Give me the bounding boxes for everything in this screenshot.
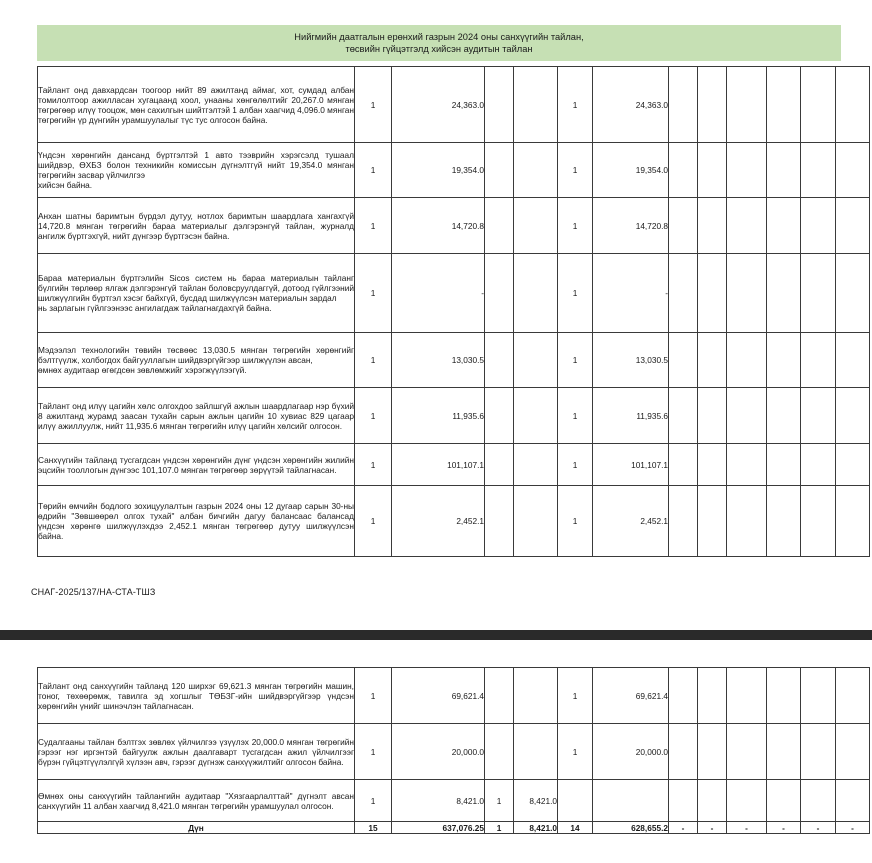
findings-table-page1: [37, 66, 870, 557]
empty-cell: [698, 444, 727, 486]
empty-cell: [767, 668, 801, 724]
uncorrected-amount-cell: 14,720.8: [593, 198, 669, 254]
uncorrected-amount-cell: 69,621.4: [593, 668, 669, 724]
empty-cell: [767, 780, 801, 822]
table-row: [38, 388, 870, 444]
corrected-amount-cell: [514, 254, 558, 333]
finding-count-cell: 1: [355, 254, 392, 333]
table-row: [38, 143, 870, 198]
total-dash-cell: -: [698, 822, 727, 834]
total-dash-cell: -: [767, 822, 801, 834]
corrected-count-cell: [485, 67, 514, 143]
finding-amount-cell: 101,107.1: [392, 444, 485, 486]
finding-description: [38, 668, 355, 724]
empty-cell: [669, 67, 698, 143]
empty-cell: [669, 780, 698, 822]
finding-amount-cell: 2,452.1: [392, 486, 485, 557]
empty-cell: [801, 724, 836, 780]
empty-cell: [767, 388, 801, 444]
empty-cell: [801, 486, 836, 557]
corrected-amount-cell: [514, 198, 558, 254]
finding-amount-cell: 20,000.0: [392, 724, 485, 780]
finding-description: [38, 724, 355, 780]
corrected-count-cell: [485, 668, 514, 724]
total-count-cell: 15: [355, 822, 392, 834]
finding-description: [38, 143, 355, 198]
empty-cell: [727, 143, 767, 198]
corrected-amount-cell: [514, 388, 558, 444]
corrected-count-cell: [485, 333, 514, 388]
empty-cell: [669, 724, 698, 780]
empty-cell: [669, 444, 698, 486]
empty-cell: [836, 198, 870, 254]
empty-cell: [801, 780, 836, 822]
finding-description-paragraph: Бараа материалын бүртгэлийн Sicos систем нь бараа материалын тайланг бүлгийн төрлөөр ялгаж дэлгэрэнгүй тайлан боловсруулдаггүй, дотоод гүйлгээний шилжүүлгийн бүртгэл хэсэг байхгүй, бусдад шилжүүлсэн материалын зардал: [38, 273, 354, 303]
uncorrected-amount-cell: 11,935.6: [593, 388, 669, 444]
empty-cell: [836, 724, 870, 780]
empty-cell: [836, 668, 870, 724]
total-dash-cell: -: [801, 822, 836, 834]
total-dash-cell: -: [669, 822, 698, 834]
finding-description-paragraph: Тайлант онд давхардсан тоогоор нийт 89 ажилтанд аймаг, хот, сумдад албан томилолтоор ажилласан хугацаанд хоол, унааны хөнгөлөлтийг 20,267.0 мянган төгрөгөөр илүү тооцож, мөн сахилгын шийтгэлтэй 1 албан хаагчид 4,096.0 мянган төгрөгийн үр дүнгийн урамшуулалыг түс тус олгосон байна.: [38, 84, 354, 125]
findings-table-page2: [37, 667, 870, 834]
page-separator: [0, 630, 872, 640]
finding-description-paragraph: Тайлант онд илүү цагийн хөлс олгохдоо зайлшгүй ажлын шаардлагаар нэр бүхий 8 ажилтанд журамд заасан тухайн сарын ажлын цагийн 10 хувиас 829 цагаар илүү ажиллуулж, нийт 11,935.6 мянган төгрөгийн илүү цагийн хөлсийг олгосон.: [38, 400, 354, 431]
empty-cell: [801, 668, 836, 724]
finding-description: [38, 254, 355, 333]
finding-description: [38, 198, 355, 254]
empty-cell: [698, 198, 727, 254]
finding-amount-cell: 13,030.5: [392, 333, 485, 388]
empty-cell: [836, 780, 870, 822]
finding-description-paragraph: Үндсэн хөрөнгийн дансанд бүртгэлтэй 1 авто тээврийн хэрэгсэлд тушаал шийдвэр, ӨХБЗ болон техникийн комиссын дүгнэлтгүй нийт 19,354.0 мянган төгрөгийн засвар үйлчилгээ: [38, 150, 354, 180]
finding-amount-cell: 19,354.0: [392, 143, 485, 198]
finding-count-cell: 1: [355, 333, 392, 388]
finding-amount-cell: -: [392, 254, 485, 333]
finding-description-paragraph: Өмнөх оны санхүүгийн тайлангийн аудитаар "Хязгаарлалттай" дүгнэлт авсан санхүүгийн 11 албан хаагчид 8,421.0 мянган төгрөгийн урамшуулал олгосон.: [38, 790, 354, 811]
empty-cell: [669, 388, 698, 444]
empty-cell: [727, 444, 767, 486]
finding-count-cell: 1: [355, 486, 392, 557]
empty-cell: [698, 67, 727, 143]
table-row: [38, 254, 870, 333]
empty-cell: [669, 198, 698, 254]
empty-cell: [698, 668, 727, 724]
corrected-amount-cell: [514, 486, 558, 557]
finding-description: [38, 388, 355, 444]
empty-cell: [767, 143, 801, 198]
empty-cell: [767, 486, 801, 557]
report-title-line2: төсвийн гүйцэтгэлд хийсэн аудитын тайлан: [345, 44, 533, 54]
table-row: [38, 198, 870, 254]
uncorrected-count-cell: 1: [558, 724, 593, 780]
finding-amount-cell: 11,935.6: [392, 388, 485, 444]
corrected-amount-cell: [514, 668, 558, 724]
empty-cell: [698, 388, 727, 444]
finding-description-paragraph: Төрийн өмчийн бодлого зохицуулалтын газрын 2024 оны 12 дугаар сарын 30-ны өдрийн "Зөвшөөрөл олгох тухай" албан бичгийн дагуу балансаас балансад үндсэн хөрөнгө шилжүүлэхдээ 2,452.1 мянган төгрөгөөр дутуу шилжүүлсэн байна.: [38, 501, 354, 541]
finding-count-cell: 1: [355, 388, 392, 444]
report-title-line1: Нийгмийн даатгалын ерөнхий газрын 2024 оны санхүүгийн тайлан,: [294, 32, 584, 42]
finding-count-cell: 1: [355, 668, 392, 724]
uncorrected-amount-cell: 19,354.0: [593, 143, 669, 198]
empty-cell: [836, 254, 870, 333]
empty-cell: [727, 780, 767, 822]
finding-description-paragraph: Судалгааны тайлан бэлтгэх зөвлөх үйлчилгээ үзүүлэх 20,000.0 мянган төгрөгийн гэрээг нэг иргэнтэй байгуулж ажлын даалгаварт тусгагдсан ажил үйлчилгээг бүрэн гүйцэтгүүлэлгүй хүлээн авч, гэрээг дүгнэж санхүүжилтийг олгосон байна.: [38, 736, 354, 767]
empty-cell: [836, 143, 870, 198]
empty-cell: [767, 724, 801, 780]
uncorrected-amount-cell: 24,363.0: [593, 67, 669, 143]
finding-description-paragraph: өмнөх аудитаар өгөгдсөн зөвлөмжийг хэрэгжүүлээгүй.: [38, 365, 247, 375]
empty-cell: [727, 198, 767, 254]
uncorrected-amount-cell: 101,107.1: [593, 444, 669, 486]
uncorrected-count-cell: 1: [558, 486, 593, 557]
corrected-count-cell: [485, 143, 514, 198]
corrected-amount-cell: [514, 333, 558, 388]
finding-count-cell: 1: [355, 780, 392, 822]
empty-cell: [698, 486, 727, 557]
empty-cell: [801, 67, 836, 143]
uncorrected-count-cell: 1: [558, 198, 593, 254]
finding-description-paragraph: Анхан шатны баримтын бүрдэл дутуу, нотлох баримтын шаардлага хангахгүй 14,720.8 мянган төгрөгийн бараа материалыг дэлгэрэнгүй тайлан, журналд ангилж бүртгэхгүй, нийт дүнгээр бүртгэсэн байна.: [38, 210, 354, 241]
uncorrected-count-cell: [558, 780, 593, 822]
finding-amount-cell: 14,720.8: [392, 198, 485, 254]
corrected-count-cell: [485, 254, 514, 333]
empty-cell: [669, 333, 698, 388]
empty-cell: [767, 333, 801, 388]
corrected-count-cell: [485, 388, 514, 444]
table-row: [38, 67, 870, 143]
finding-amount-cell: 69,621.4: [392, 668, 485, 724]
finding-count-cell: 1: [355, 724, 392, 780]
empty-cell: [669, 668, 698, 724]
uncorrected-count-cell: 1: [558, 333, 593, 388]
uncorrected-amount-cell: [593, 780, 669, 822]
empty-cell: [767, 254, 801, 333]
table-total-row: [38, 822, 870, 834]
uncorrected-amount-cell: 13,030.5: [593, 333, 669, 388]
total-corrected-count-cell: 1: [485, 822, 514, 834]
empty-cell: [801, 333, 836, 388]
finding-description-paragraph: Мэдээлэл технологийн төвийн төсвөөс 13,030.5 мянган төгрөгийн хөрөнгийг бэлтгүүлж, холбогдох байгууллагын шийдвэргүйгээр шилжүүлэн авсан,: [38, 345, 354, 365]
empty-cell: [698, 333, 727, 388]
corrected-amount-cell: [514, 67, 558, 143]
total-amount-cell: 637,076.25: [392, 822, 485, 834]
empty-cell: [801, 254, 836, 333]
finding-count-cell: 1: [355, 198, 392, 254]
finding-amount-cell: 8,421.0: [392, 780, 485, 822]
uncorrected-count-cell: 1: [558, 388, 593, 444]
empty-cell: [836, 333, 870, 388]
empty-cell: [698, 780, 727, 822]
corrected-count-cell: [485, 198, 514, 254]
empty-cell: [698, 724, 727, 780]
empty-cell: [801, 143, 836, 198]
finding-count-cell: 1: [355, 444, 392, 486]
corrected-count-cell: [485, 486, 514, 557]
uncorrected-count-cell: 1: [558, 143, 593, 198]
corrected-amount-cell: [514, 724, 558, 780]
empty-cell: [727, 668, 767, 724]
finding-description: [38, 67, 355, 143]
corrected-amount-cell: 8,421.0: [514, 780, 558, 822]
empty-cell: [767, 198, 801, 254]
empty-cell: [727, 67, 767, 143]
empty-cell: [801, 388, 836, 444]
total-dash-cell: -: [727, 822, 767, 834]
empty-cell: [727, 388, 767, 444]
corrected-count-cell: [485, 444, 514, 486]
total-uncorrected-amount-cell: 628,655.2: [593, 822, 669, 834]
empty-cell: [698, 254, 727, 333]
uncorrected-count-cell: 1: [558, 67, 593, 143]
table-row: [38, 333, 870, 388]
finding-amount-cell: 24,363.0: [392, 67, 485, 143]
empty-cell: [836, 67, 870, 143]
table-row: [38, 780, 870, 822]
corrected-amount-cell: [514, 143, 558, 198]
report-header-band: [37, 25, 841, 61]
empty-cell: [767, 67, 801, 143]
empty-cell: [767, 444, 801, 486]
empty-cell: [836, 486, 870, 557]
empty-cell: [669, 143, 698, 198]
finding-description-paragraph: Санхүүгийн тайланд тусгагдсан үндсэн хөрөнгийн дүнг үндсэн хөрөнгийн жилийн эцсийн тооллогын дүнгээс 101,107.0 мянган төгрөгөөр зөрүүтэй тайлагнасан.: [38, 454, 354, 475]
empty-cell: [801, 198, 836, 254]
empty-cell: [727, 486, 767, 557]
empty-cell: [698, 143, 727, 198]
empty-cell: [669, 254, 698, 333]
finding-count-cell: 1: [355, 143, 392, 198]
total-label-cell: Дүн: [38, 822, 355, 834]
finding-description: [38, 486, 355, 557]
finding-description-paragraph: Тайлант онд санхүүгийн тайланд 120 ширхэг 69,621.3 мянган төгрөгийн машин, тоног, төхөөрөмж, тавилга эд хогшлыг ТӨБЗГ-ийн шийдвэргүйгээр үндсэн хөрөнгийн үнийг шинэчлэн тайлагнасан.: [38, 680, 354, 711]
table-row: [38, 668, 870, 724]
finding-description: [38, 333, 355, 388]
table-row: [38, 486, 870, 557]
uncorrected-count-cell: 1: [558, 254, 593, 333]
corrected-count-cell: [485, 724, 514, 780]
table-row: [38, 444, 870, 486]
document-code: СНАГ-2025/137/НА-СТА-ТШЗ: [31, 587, 156, 597]
total-dash-cell: -: [836, 822, 870, 834]
finding-description: [38, 780, 355, 822]
empty-cell: [727, 333, 767, 388]
finding-description: [38, 444, 355, 486]
empty-cell: [727, 724, 767, 780]
empty-cell: [801, 444, 836, 486]
empty-cell: [836, 444, 870, 486]
finding-description-paragraph: хийсэн байна.: [38, 180, 93, 190]
total-corrected-amount-cell: 8,421.0: [514, 822, 558, 834]
corrected-count-cell: 1: [485, 780, 514, 822]
uncorrected-count-cell: 1: [558, 668, 593, 724]
finding-count-cell: 1: [355, 67, 392, 143]
uncorrected-amount-cell: -: [593, 254, 669, 333]
uncorrected-count-cell: 1: [558, 444, 593, 486]
finding-description-paragraph: нь зарлагын гүйлгээнээс ангилагдаж тайлагнагдахгүй байна.: [38, 303, 272, 313]
corrected-amount-cell: [514, 444, 558, 486]
empty-cell: [669, 486, 698, 557]
empty-cell: [836, 388, 870, 444]
empty-cell: [727, 254, 767, 333]
table-row: [38, 724, 870, 780]
uncorrected-amount-cell: 20,000.0: [593, 724, 669, 780]
total-uncorrected-count-cell: 14: [558, 822, 593, 834]
uncorrected-amount-cell: 2,452.1: [593, 486, 669, 557]
